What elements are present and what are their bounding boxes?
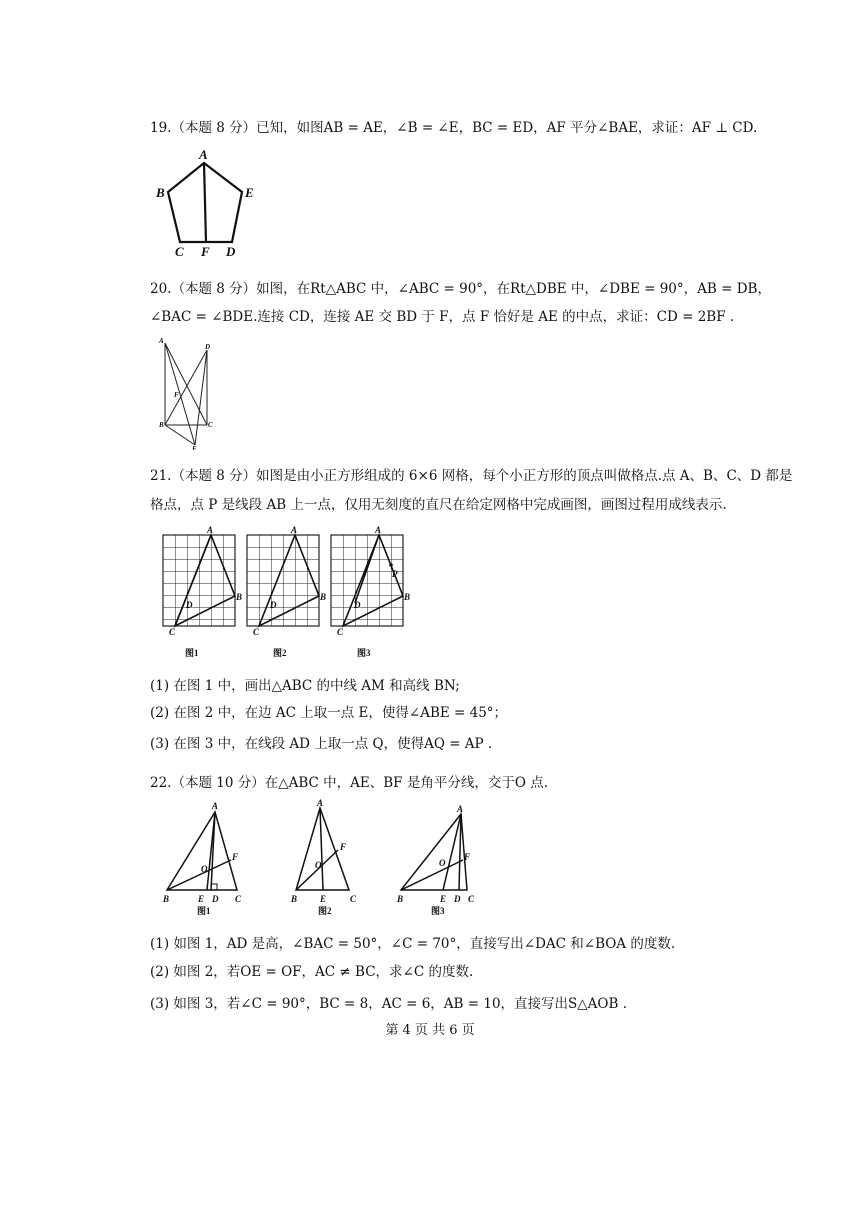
q22-f3-label-c: C <box>468 894 475 904</box>
q22-caption-3: 图3 <box>431 906 445 916</box>
q22-f1-label-d: D <box>212 894 219 904</box>
q21-f3-label-b: B <box>404 592 411 602</box>
q20-label-f: F <box>174 391 179 399</box>
q21-f1-label-a: A <box>207 525 214 535</box>
q19-text: 19.（本题 8 分）已知，如图AB = AE，∠B = ∠E，BC = ED，AF 平分∠BAE，求证：AF ⊥ CD. <box>150 120 758 136</box>
q21-f3-label-a: A <box>375 525 382 535</box>
q21-f1-label-b: B <box>236 592 243 602</box>
q22-caption-1: 图1 <box>197 906 211 916</box>
q22-caption-2: 图2 <box>318 906 332 916</box>
q22-triangles-figure <box>155 798 485 920</box>
q19-label-c: C <box>175 244 184 259</box>
q19-label-b: B <box>156 185 165 200</box>
q22-f3-label-a: A <box>457 804 464 814</box>
q21-f3-label-c: C <box>337 627 344 637</box>
q21-grid-figures <box>155 522 425 662</box>
q19-label-e: E <box>245 185 254 200</box>
q21-f2-label-b: B <box>320 592 327 602</box>
q21-caption-1: 图1 <box>185 648 199 658</box>
q22-f3-label-b: B <box>397 894 404 904</box>
q22-f3-label-o: O <box>439 858 446 868</box>
q21-grid-3 <box>331 535 403 626</box>
q21-text-line2: 格点，点 P 是线段 AB 上一点，仅用无刻度的直尺在给定网格中完成画图，画图过程用成线表示. <box>150 497 727 513</box>
q21-f1-label-c: C <box>169 627 176 637</box>
q20-text-line1: 20.（本题 8 分）如图，在Rt△ABC 中，∠ABC = 90°，在Rt△DBE 中，∠DBE = 90°，AB = DB， <box>150 281 771 297</box>
q19-label-f: F <box>201 244 210 259</box>
q20-text-line2: ∠BAC = ∠BDE.连接 CD，连接 AE 交 BD 于 F，点 F 恰好是 AE 的中点，求证：CD = 2BF . <box>150 309 735 325</box>
q22-f3-label-f: F <box>464 852 471 862</box>
page-footer: 第 4 页 共 6 页 <box>385 1023 475 1038</box>
q22-sub1: (1) 如图 1，AD 是高，∠BAC = 50°，∠C = 70°，直接写出∠DAC 和∠BOA 的度数. <box>150 936 676 952</box>
q21-grid-1 <box>163 535 235 626</box>
q22-triangle-1 <box>167 812 237 890</box>
q22-f2-label-e: E <box>320 894 327 904</box>
q21-f2-label-c: C <box>253 627 260 637</box>
q22-f3-label-e: E <box>440 894 447 904</box>
q21-f3-label-p: P <box>392 569 398 579</box>
q22-f2-label-o: O <box>315 860 322 870</box>
q22-f1-label-f: F <box>232 852 239 862</box>
q21-sub1: (1) 在图 1 中，画出△ABC 的中线 AM 和高线 BN; <box>150 678 460 694</box>
q19-label-a: A <box>199 147 208 162</box>
q22-f1-label-o: O <box>201 864 208 874</box>
q20-triangles-figure <box>155 335 225 450</box>
q20-label-b: B <box>159 421 164 429</box>
q20-label-c: C <box>208 421 213 429</box>
q19-label-d: D <box>226 244 236 259</box>
q21-f3-label-d: D <box>354 600 361 610</box>
q22-f1-label-e: E <box>198 894 205 904</box>
q22-f2-label-a: A <box>317 798 324 808</box>
q22-f1-label-a: A <box>212 801 219 811</box>
q22-f2-label-c: C <box>350 894 357 904</box>
q19-pentagon-figure <box>150 145 270 260</box>
q21-f2-label-a: A <box>291 525 298 535</box>
q22-f1-label-b: B <box>163 894 170 904</box>
q22-f2-label-b: B <box>291 894 298 904</box>
q21-f2-label-d: D <box>270 600 277 610</box>
q22-f2-label-f: F <box>340 842 347 852</box>
q21-grid-2 <box>247 535 319 626</box>
q22-f1-label-c: C <box>235 894 242 904</box>
q22-sub3: (3) 如图 3，若∠C = 90°，BC = 8，AC = 6，AB = 10，直接写出S△AOB . <box>150 996 627 1012</box>
q20-label-a: A <box>159 337 164 345</box>
q20-label-d: D <box>205 343 211 351</box>
q22-sub2: (2) 如图 2，若OE = OF，AC ≠ BC，求∠C 的度数. <box>150 964 474 980</box>
q21-text-line1: 21.（本题 8 分）如图是由小正方形组成的 6×6 网格，每个小正方形的顶点叫做格点.点 A、B、C、D 都是 <box>150 468 793 484</box>
q20-label-e: E <box>192 445 197 450</box>
q21-caption-2: 图2 <box>273 648 287 658</box>
q21-sub2: (2) 在图 2 中，在边 AC 上取一点 E，使得∠ABE = 45°； <box>150 705 508 721</box>
q22-f3-label-d: D <box>454 894 461 904</box>
q22-text: 22.（本题 10 分）在△ABC 中，AE、BF 是角平分线，交于O 点. <box>150 775 548 791</box>
q21-caption-3: 图3 <box>357 648 371 658</box>
q22-triangle-3 <box>401 814 467 890</box>
q21-sub3: (3) 在图 3 中，在线段 AD 上取一点 Q，使得AQ = AP . <box>150 736 493 752</box>
q21-f1-label-d: D <box>186 600 193 610</box>
